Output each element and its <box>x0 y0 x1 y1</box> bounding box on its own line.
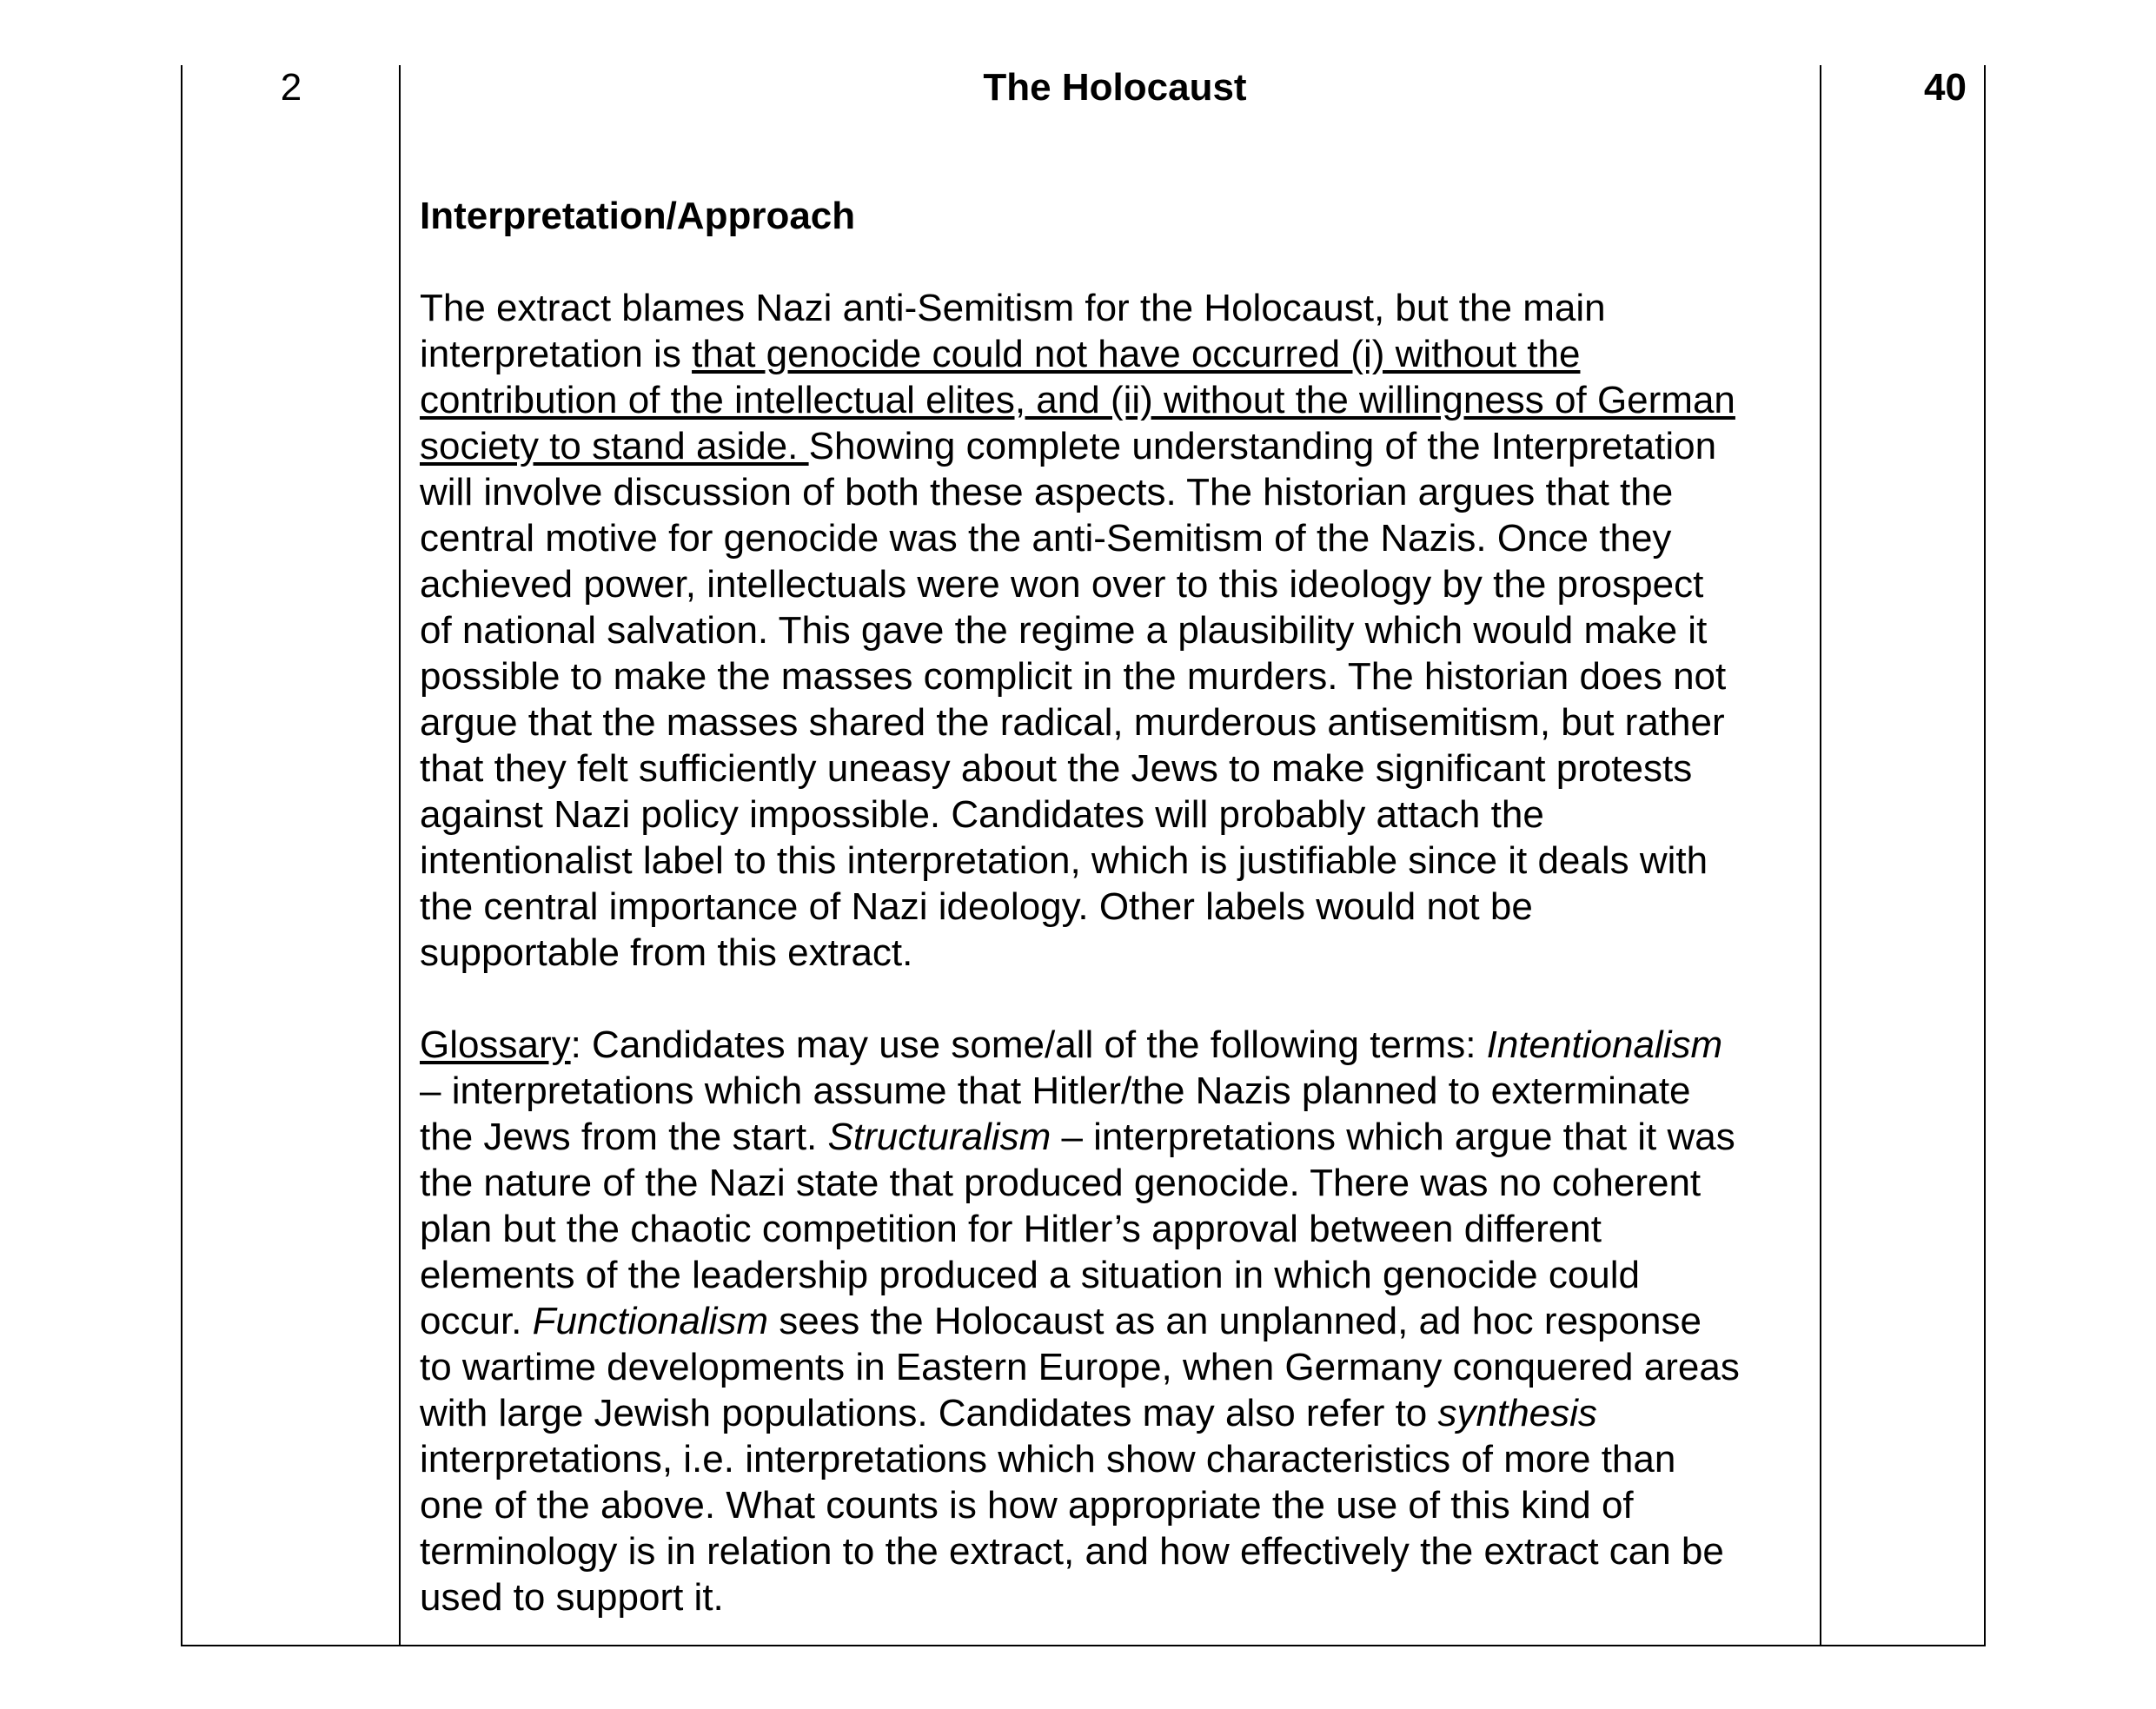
column-divider-right <box>1820 65 1821 1645</box>
text-line: the Jews from the start. Structuralism – interpretations which argue that it was <box>420 1116 1735 1158</box>
text-line: of national salvation. This gave the regime a plausibility which would make it <box>420 609 1708 652</box>
section-heading: Interpretation/Approach <box>420 195 856 237</box>
text-line: the nature of the Nazi state that produced genocide. There was no coherent <box>420 1162 1702 1204</box>
glossary-term: Structuralism <box>827 1116 1051 1158</box>
glossary-label: Glossary <box>420 1023 571 1066</box>
question-title: The Holocaust <box>983 66 1247 109</box>
glossary-term: synthesis <box>1437 1392 1597 1434</box>
glossary-paragraph <box>420 1022 1810 1620</box>
text-line: possible to make the masses complicit in the murders. The historian does not <box>420 655 1727 698</box>
text-line: achieved power, intellectuals were won over to this ideology by the prospect <box>420 563 1704 606</box>
text-line: – interpretations which assume that Hitler/the Nazis planned to exterminate <box>420 1070 1691 1112</box>
text-line: central motive for genocide was the anti-Semitism of the Nazis. Once they <box>420 517 1672 560</box>
text-line: that they felt sufficiently uneasy about the Jews to make significant protests <box>420 747 1693 790</box>
key-interpretation-text: contribution of the intellectual elites, and (ii) without the willingness of German <box>420 379 1735 421</box>
text-line: The extract blames Nazi anti-Semitism for the Holocaust, but the main <box>420 287 1606 329</box>
text-line: elements of the leadership produced a situation in which genocide could <box>420 1254 1641 1296</box>
text-line: plan but the chaotic competition for Hitler’s approval between different <box>420 1208 1602 1250</box>
text-line: will involve discussion of both these aspects. The historian argues that the <box>420 471 1674 513</box>
mark-scheme-table <box>181 65 1986 1646</box>
text-line: interpretations, i.e. interpretations which show characteristics of more than <box>420 1438 1676 1480</box>
text-line: the central importance of Nazi ideology. Other labels would not be <box>420 885 1533 928</box>
text-line: society to stand aside. Showing complete understanding of the Interpretation <box>420 425 1717 467</box>
glossary-term: Intentionalism <box>1486 1023 1723 1066</box>
text-line: to wartime developments in Eastern Europe, when Germany conquered areas <box>420 1346 1740 1388</box>
answer-content <box>420 65 1810 1620</box>
text-line: Glossary: Candidates may use some/all of the following terms: Intentionalism <box>420 1023 1723 1066</box>
text-line: with large Jewish populations. Candidates may also refer to synthesis <box>420 1392 1597 1434</box>
key-interpretation-text: society to stand aside. <box>420 425 809 467</box>
glossary-term: Functionalism <box>532 1300 769 1342</box>
text-line: used to support it. <box>420 1576 724 1619</box>
question-number: 2 <box>280 66 302 109</box>
key-interpretation-text: that genocide could not have occurred (i) without the <box>692 333 1581 375</box>
text-line: intentionalist label to this interpretation, which is justifiable since it deals with <box>420 839 1708 882</box>
text-line: argue that the masses shared the radical, murderous antisemitism, but rather <box>420 701 1725 744</box>
marks-total: 40 <box>1924 66 1967 109</box>
text-line: interpretation is that genocide could not have occurred (i) without the <box>420 333 1581 375</box>
text-line: terminology is in relation to the extract, and how effectively the extract can be <box>420 1530 1724 1573</box>
text-line: supportable from this extract. <box>420 931 913 974</box>
interpretation-paragraph <box>420 285 1810 976</box>
text-line: one of the above. What counts is how appropriate the use of this kind of <box>420 1484 1634 1527</box>
text-line: occur. Functionalism sees the Holocaust as an unplanned, ad hoc response <box>420 1300 1702 1342</box>
text-line: against Nazi policy impossible. Candidates will probably attach the <box>420 793 1544 836</box>
column-divider-left <box>399 65 401 1645</box>
